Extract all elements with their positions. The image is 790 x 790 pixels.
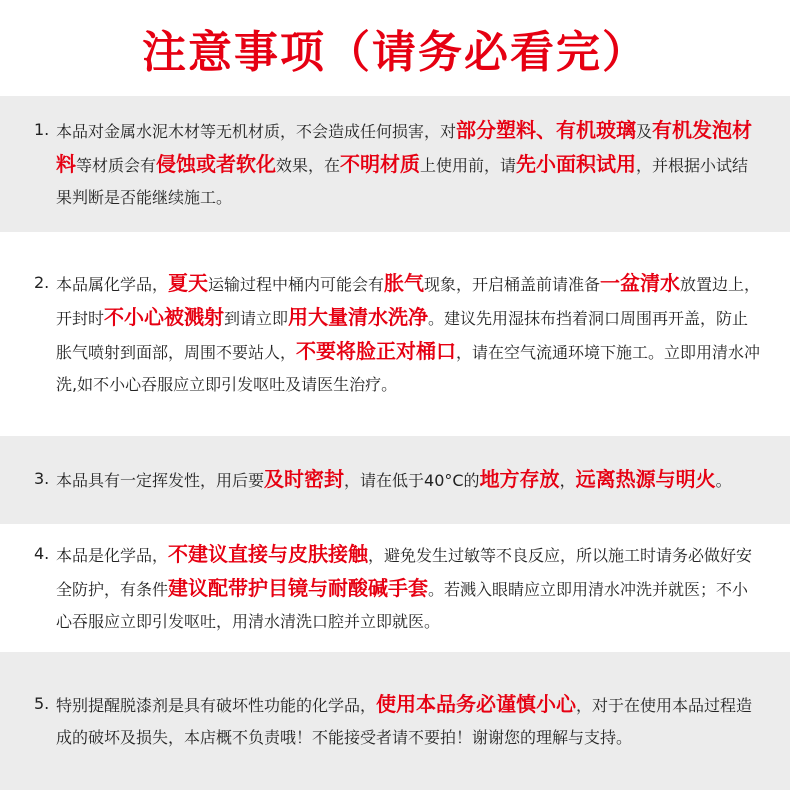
- item-text: [56, 688, 764, 754]
- body-text: 上使用前，请: [420, 156, 517, 175]
- body-text: 本品是化学品，: [56, 546, 169, 565]
- notice-section-1: [0, 96, 790, 232]
- body-text: ，请在空气流通环境下施工。立即用清水冲洗,如不小心吞服应立即引发呕吐及请医生治疗。: [56, 343, 761, 394]
- highlight-text: 不小心被溅射: [104, 305, 225, 329]
- body-text: ，并根据小试结果判断是否能继续施工。: [56, 156, 749, 207]
- highlight-text: 不要将脸正对桶口: [296, 339, 457, 363]
- body-text: 特别提醒脱漆剂是具有破坏性功能的化学品，: [56, 696, 377, 715]
- body-text: 本品属化学品，: [56, 275, 169, 294]
- highlight-text: 有机发泡材料: [56, 118, 753, 176]
- highlight-text: 用大量清水洗净: [288, 305, 429, 329]
- notice-section-2: [0, 232, 790, 436]
- notice-section-5: [0, 652, 790, 790]
- highlight-text: 及时密封: [264, 467, 345, 491]
- notice-item: [34, 538, 764, 638]
- body-text: 到请立即: [224, 309, 289, 328]
- highlight-text: 使用本品务必谨慎小心: [376, 692, 577, 716]
- item-text: [56, 267, 764, 401]
- notice-item: [34, 267, 764, 401]
- body-text: 本品对金属水泥木材等无机材质，不会造成任何损害，对: [56, 122, 457, 141]
- item-text: [56, 463, 764, 497]
- item-number: 1.: [34, 120, 50, 139]
- highlight-text: 远离热源与明火: [575, 467, 716, 491]
- body-text: 本品具有一定挥发性，用后要: [56, 471, 265, 490]
- highlight-text: 部分塑料、有机玻璃: [456, 118, 637, 142]
- page-title: 注意事项（请务必看完）: [142, 27, 648, 78]
- item-number: 2.: [34, 273, 50, 292]
- body-text: 及: [636, 122, 653, 141]
- highlight-text: 胀气: [384, 271, 425, 295]
- body-text: 放置边上，开封时: [56, 275, 761, 328]
- notice-item: [34, 114, 764, 214]
- highlight-text: 建议配带护目镜与耐酸碱手套: [168, 576, 429, 600]
- body-text: ，: [559, 471, 576, 490]
- body-text: 。建议先用湿抹布挡着洞口周围再开盖，防止胀气喷射到面部，周围不要站人，: [56, 309, 749, 362]
- body-text: 效果，在: [276, 156, 341, 175]
- body-text: 等材质会有: [76, 156, 157, 175]
- body-text: ，请在低于40°C的: [344, 471, 480, 490]
- body-text: 。若溅入眼睛应立即用清水冲洗并就医；不小心吞服应立即引发呕吐，用清水清洗口腔并立即就医。: [56, 580, 749, 631]
- highlight-text: 夏天: [168, 271, 209, 295]
- notice-item: [34, 688, 764, 754]
- item-number: 3.: [34, 469, 50, 488]
- body-text: 现象，开启桶盖前请准备: [424, 275, 601, 294]
- body-text: ，避免发生过敏等不良反应，所以施工时请务必做好安全防护，有条件: [56, 546, 753, 599]
- highlight-text: 地方存放: [479, 467, 560, 491]
- header: [0, 0, 790, 96]
- item-text: [56, 114, 764, 214]
- highlight-text: 先小面积试用: [516, 152, 637, 176]
- body-text: ，对于在使用本品过程造成的破坏及损失，本店概不负责哦！不能接受者请不要拍！谢谢您的理解与支持。: [56, 696, 753, 747]
- highlight-text: 一盆清水: [600, 271, 681, 295]
- item-number: 4.: [34, 544, 50, 563]
- body-text: 。: [715, 471, 732, 490]
- body-text: 运输过程中桶内可能会有: [208, 275, 385, 294]
- highlight-text: 不建议直接与皮肤接触: [168, 542, 369, 566]
- item-text: [56, 538, 764, 638]
- highlight-text: 侵蚀或者软化: [156, 152, 277, 176]
- notice-section-3: [0, 436, 790, 524]
- notice-item: [34, 463, 764, 497]
- highlight-text: 不明材质: [340, 152, 421, 176]
- notice-section-4: [0, 524, 790, 652]
- item-number: 5.: [34, 694, 50, 713]
